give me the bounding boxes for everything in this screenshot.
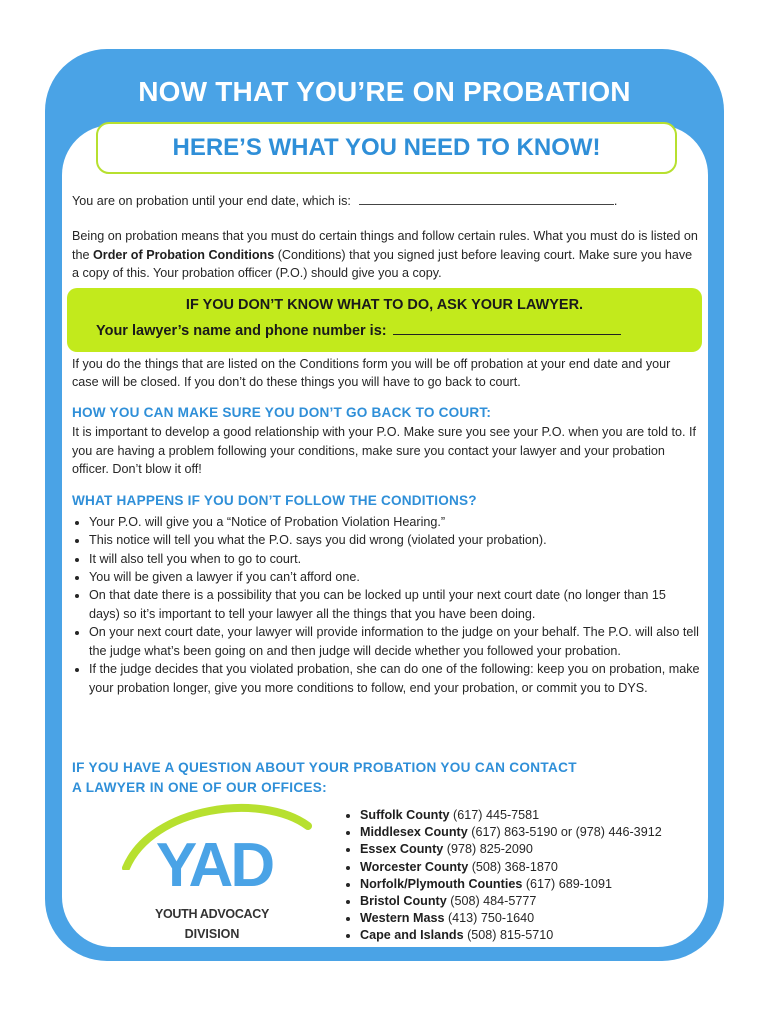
list-item: • Worcester County (508) 368-1870 bbox=[360, 859, 724, 876]
list-item: • Suffolk County (617) 445-7581 bbox=[360, 807, 724, 824]
callout-heading: IF YOU DON’T KNOW WHAT TO DO, ASK YOUR LAWYER. bbox=[185, 297, 584, 313]
subtitle-banner: HERE’S WHAT YOU NEED TO KNOW! bbox=[96, 122, 677, 174]
yad-logo bbox=[112, 800, 312, 950]
list-item: • Essex County (978) 825-2090 bbox=[360, 841, 724, 858]
logo-letters: YAD bbox=[155, 831, 273, 900]
list-item: • Western Mass (413) 750-1640 bbox=[360, 910, 724, 927]
callout-lawyer-line: Your lawyer’s name and phone number is: bbox=[96, 322, 696, 339]
lawyer-callout bbox=[67, 288, 702, 352]
court-body: It is important to develop a good relationship with your P.O. Make sure you see your P.O. when you are told to. If you are having a problem following your conditions, make sure you contact your lawyer and your probation officer. Don’t blow it off! bbox=[72, 425, 696, 477]
list-item: • Cape and Islands (508) 815-5710 bbox=[360, 927, 724, 944]
end-date-blank bbox=[359, 192, 614, 205]
list-item: • Middlesex County (617) 863-5190 or (978) 446-3912 bbox=[360, 824, 724, 841]
end-date-line: You are on probation until your end date, which is: . bbox=[72, 194, 618, 208]
court-heading: HOW YOU CAN MAKE SURE YOU DON’T GO BACK TO COURT: bbox=[72, 404, 492, 420]
logo-line-1: YOUTH ADVOCACY bbox=[154, 907, 270, 921]
order-conditions-term: Order of Probation Conditions bbox=[93, 247, 275, 262]
contact-heading: IF YOU HAVE A QUESTION ABOUT YOUR PROBATION YOU CAN CONTACT A LAWYER IN ONE OF OUR OFFICES: bbox=[72, 760, 577, 795]
end-date-label: You are on probation until your end date, which is: bbox=[72, 194, 351, 208]
intro-section bbox=[72, 192, 700, 283]
conditions-heading: WHAT HAPPENS IF YOU DON’T FOLLOW THE CONDITIONS? bbox=[72, 493, 477, 509]
list-item: • On your next court date, your lawyer will provide information to the judge on your behalf. The P.O. will also tell the judge what’s been going on and then judge will decide whether you followed your probation. bbox=[89, 623, 700, 660]
logo-line-2: DIVISION bbox=[184, 927, 240, 941]
list-item: • On that date there is a possibility that you can be locked up until your next court date (no longer than 15 days) so it’s important to tell your lawyer all the things that you have been doing. bbox=[89, 586, 700, 623]
list-item: • This notice will tell you what the P.O. says you did wrong (violated your probation). bbox=[89, 531, 700, 549]
closing-paragraph: If you do the things that are listed on the Conditions form you will be off probation at your end date and your case will be closed. If you don’t do these things you will have to go back to court. bbox=[72, 357, 671, 390]
intro-paragraph: Being on probation means that you must do certain things and follow certain rules. What you must do is listed on the Order of Probation Conditions (Conditions) that you signed just before leaving court. Make sure you have a copy of this. Your probation officer (P.O.) should give you a copy. bbox=[72, 229, 698, 281]
page-title: NOW THAT YOU’RE ON PROBATION bbox=[138, 76, 631, 107]
lawyer-blank bbox=[393, 322, 621, 335]
list-item: • Bristol County (508) 484-5777 bbox=[360, 893, 724, 910]
list-item: • Norfolk/Plymouth Counties (617) 689-1091 bbox=[360, 876, 724, 893]
list-item: • You will be given a lawyer if you can’t afford one. bbox=[89, 568, 700, 586]
main-sections bbox=[72, 355, 700, 697]
list-item: • If the judge decides that you violated probation, she can do one of the following: keep you on probation, make your probation longer, give you more conditions to follow, end your probation, or commit you to DYS. bbox=[89, 660, 700, 697]
conditions-list bbox=[72, 513, 700, 697]
list-item: • It will also tell you when to go to court. bbox=[89, 550, 700, 568]
list-item: • Your P.O. will give you a “Notice of Probation Violation Hearing.” bbox=[89, 513, 700, 531]
offices-list bbox=[344, 807, 724, 945]
